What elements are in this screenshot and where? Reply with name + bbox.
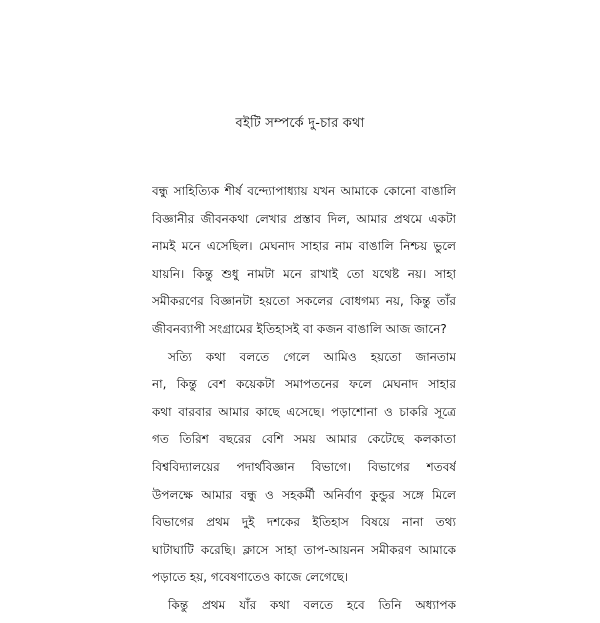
- text-line: সত্যি কথা বলতে গেলে আমিও হয়তো জানতাম: [168, 349, 456, 364]
- text-line: সমীকরণের বিজ্ঞানটা হয়তো সকলের বোধগম্য নয়, কিন্তু তাঁর: [152, 294, 456, 309]
- text-line: যায়নি। কিন্তু শুধু নামটা মনে রাখাই তো যথেষ্ট নয়। সাহা: [152, 266, 456, 281]
- text-line: কথা বারবার আমার কাছে এসেছে। পড়াশোনা ও চাকরি সূত্রে: [152, 404, 456, 419]
- text-line: নামই মনে এসেছিল। মেঘনাদ সাহার নাম বাঙালি নিশ্চয় ভুলে: [152, 239, 456, 254]
- text-line: ঘাটাঘাটি করেছি। ক্লাসে সাহা তাপ-আয়নন সমীকরণ আমাকে: [152, 542, 456, 557]
- text-line: বন্ধু সাহিত্যিক শীর্ষ বন্দ্যোপাধ্যায় যখন আমাকে কোনো বাঙালি: [152, 184, 456, 198]
- text-line: বিজ্ঞানীর জীবনকথা লেখার প্রস্তাব দিল, আমার প্রথমে একটা: [152, 211, 456, 226]
- text-line: জীবনব্যাপী সংগ্রামের ইতিহাসই বা কজন বাঙালি আজ জানে?: [152, 321, 447, 336]
- text-line: বিশ্ববিদ্যালয়ের পদার্থবিজ্ঞান বিভাগে। বিভাগের শতবর্ষ: [152, 459, 456, 474]
- body-text: [152, 181, 456, 623]
- text-line: পড়াতে হয়, গবেষণাতেও কাজে লেগেছে।: [152, 570, 349, 585]
- text-line: না, কিন্তু বেশ কয়েকটা সমাপতনের ফলে মেঘনাদ সাহার: [152, 377, 456, 392]
- text-line: বিভাগের প্রথম দুই দশকের ইতিহাস বিষয়ে নানা তথ্য: [152, 515, 456, 530]
- page-heading: বইটি সম্পর্কে দু-চার কথা: [235, 116, 365, 131]
- text-line: কিন্তু প্রথম যাঁর কথা বলতে হবে তিনি অধ্যাপক: [168, 597, 456, 612]
- text-line: গত তিরিশ বছরের বেশি সময় আমার কেটেছে কলকাতা: [152, 432, 456, 447]
- text-line: উপলক্ষে আমার বন্ধু ও সহকর্মী অনির্বাণ কুন্ডুর সঙ্গে মিলে: [152, 487, 456, 502]
